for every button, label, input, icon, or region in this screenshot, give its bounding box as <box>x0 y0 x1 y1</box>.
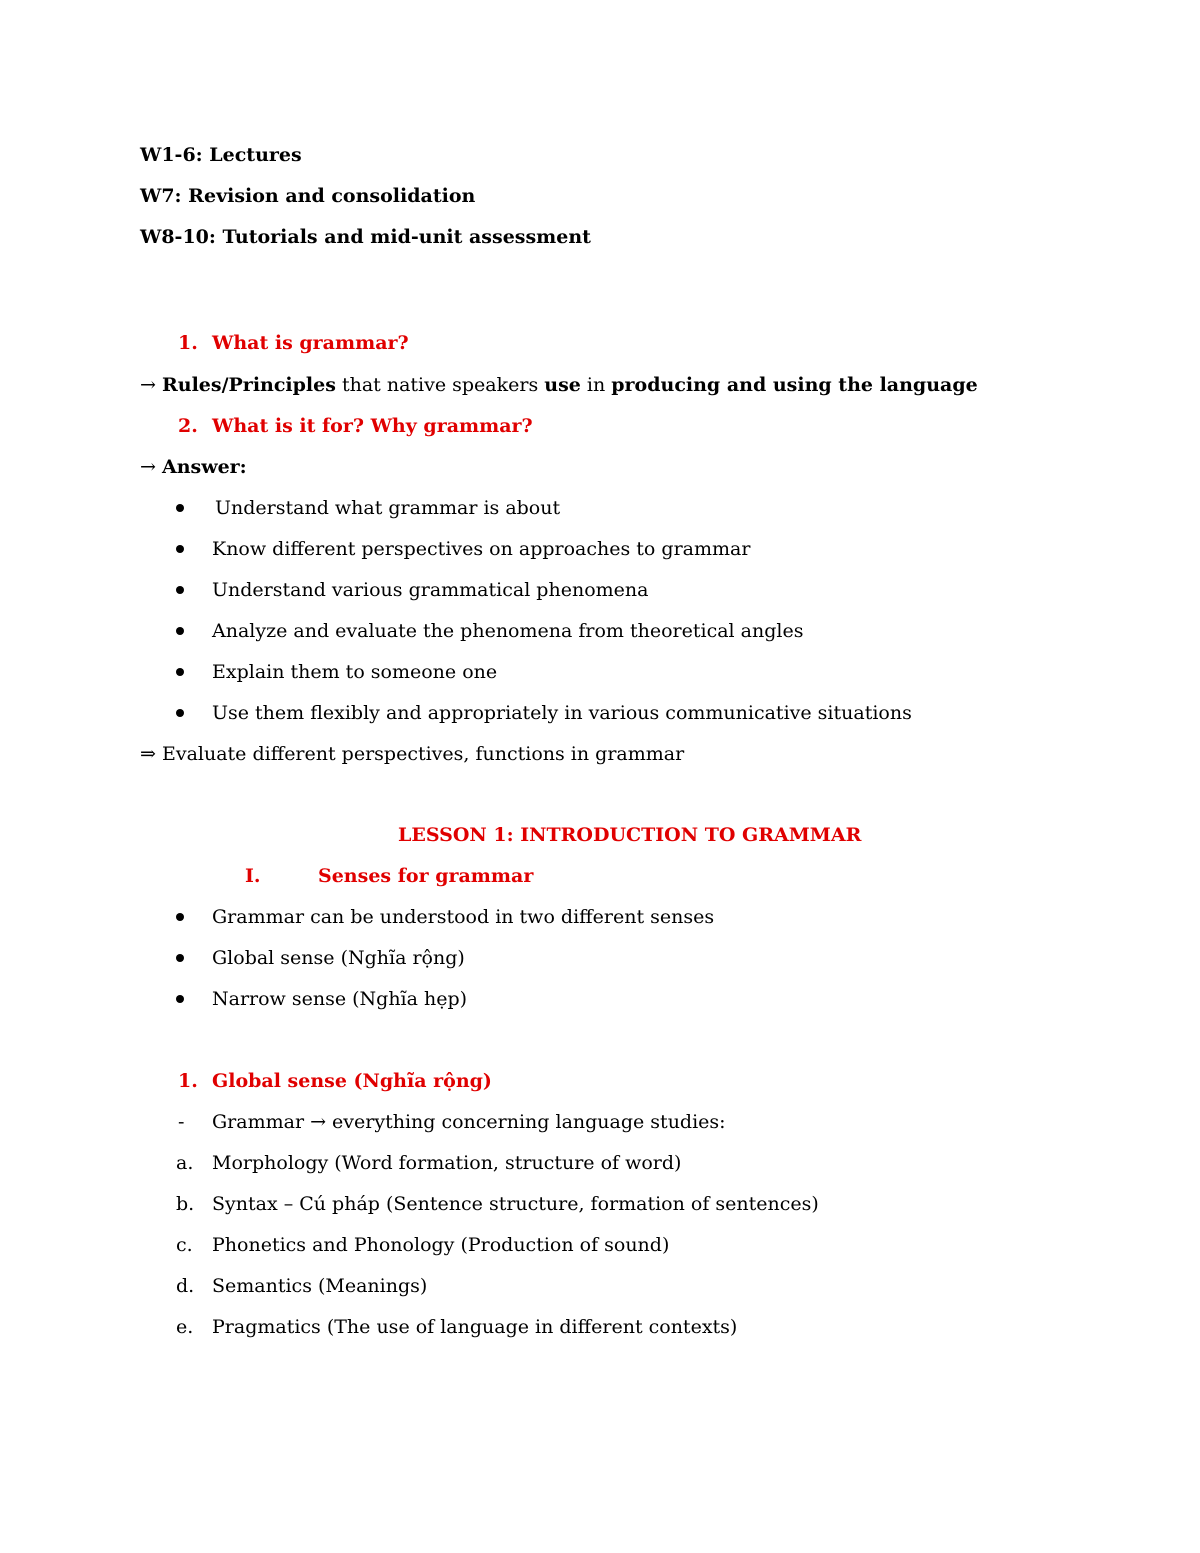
q2-bullet-5: Explain them to someone one <box>212 661 498 683</box>
q1-answer-use: use <box>544 374 581 396</box>
q2-bullet-6: Use them flexibly and appropriately in various communicative situations <box>212 702 912 724</box>
bullet-dot-icon <box>176 627 184 635</box>
q1-answer-end: producing and using the language <box>611 374 978 396</box>
lesson-title: LESSON 1: INTRODUCTION TO GRAMMAR <box>398 824 862 846</box>
item-marker-e: e. <box>176 1316 194 1338</box>
schedule-lectures: W1-6: Lectures <box>140 144 302 166</box>
bullet-dot-icon <box>176 545 184 553</box>
q2-answer-label <box>140 455 247 479</box>
q2-number: 2. <box>178 415 198 437</box>
sense-bullet-3: Narrow sense (Nghĩa hẹp) <box>212 988 468 1010</box>
item-marker-c: c. <box>176 1234 193 1256</box>
q1-answer-in: in <box>580 374 612 396</box>
answer-label: Answer: <box>161 456 247 478</box>
q1-heading: What is grammar? <box>212 332 409 354</box>
item-syntax: Syntax – Cú pháp (Sentence structure, formation of sentences) <box>212 1193 819 1215</box>
sense-bullet-2: Global sense (Nghĩa rộng) <box>212 947 465 969</box>
q2-heading: What is it for? Why grammar? <box>212 415 533 437</box>
global-number: 1. <box>178 1070 198 1092</box>
q1-answer <box>140 373 978 397</box>
arrow-right-icon: → <box>140 456 156 478</box>
q2-bullet-3: Understand various grammatical phenomena <box>212 579 649 601</box>
bullet-dot-icon <box>176 586 184 594</box>
section-number: I. <box>245 865 261 887</box>
q1-answer-bold: Rules/Principles <box>161 374 336 396</box>
q1-answer-mid: that native speakers <box>335 374 545 396</box>
section-heading: Senses for grammar <box>318 865 534 887</box>
item-morphology: Morphology (Word formation, structure of word) <box>212 1152 682 1174</box>
item-marker-b: b. <box>176 1193 195 1215</box>
item-phonetics: Phonetics and Phonology (Production of sound) <box>212 1234 670 1256</box>
sense-bullet-1: Grammar can be understood in two different senses <box>212 906 715 928</box>
q2-bullet-4: Analyze and evaluate the phenomena from theoretical angles <box>212 620 804 642</box>
bullet-dot-icon <box>176 954 184 962</box>
global-intro: Grammar → everything concerning language studies: <box>212 1111 726 1133</box>
arrow-right-icon: → <box>140 374 156 396</box>
q2-bullet-1: Understand what grammar is about <box>215 497 561 519</box>
bullet-dot-icon <box>176 995 184 1003</box>
q2-bullet-2: Know different perspectives on approaches to grammar <box>212 538 751 560</box>
global-dash: - <box>178 1111 185 1133</box>
item-marker-d: d. <box>176 1275 195 1297</box>
bullet-dot-icon <box>176 913 184 921</box>
schedule-tutorials: W8-10: Tutorials and mid-unit assessment <box>140 226 591 248</box>
schedule-revision: W7: Revision and consolidation <box>140 185 476 207</box>
q1-number: 1. <box>178 332 198 354</box>
bullet-dot-icon <box>176 504 184 512</box>
item-pragmatics: Pragmatics (The use of language in different contexts) <box>212 1316 738 1338</box>
item-marker-a: a. <box>176 1152 194 1174</box>
bullet-dot-icon <box>176 668 184 676</box>
bullet-dot-icon <box>176 709 184 717</box>
global-heading: Global sense (Nghĩa rộng) <box>212 1070 492 1092</box>
item-semantics: Semantics (Meanings) <box>212 1275 428 1297</box>
q2-conclusion: ⇒ Evaluate different perspectives, functions in grammar <box>140 743 685 765</box>
